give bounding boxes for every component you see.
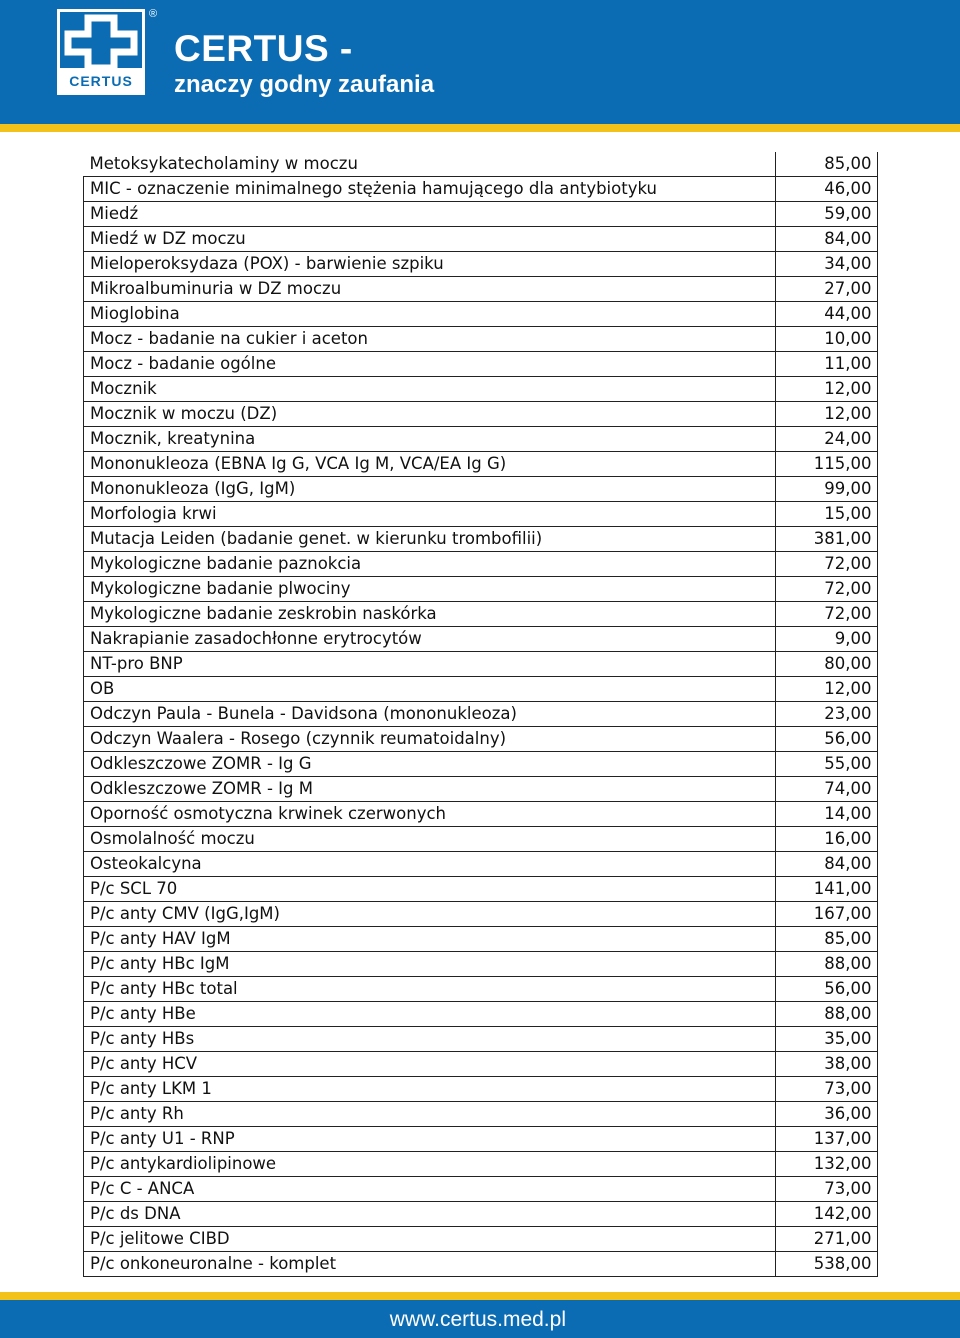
test-price-cell: 141,00 <box>775 877 877 902</box>
table-row <box>84 952 878 977</box>
test-price-cell: 115,00 <box>775 452 877 477</box>
table-row <box>84 302 878 327</box>
test-price-cell: 55,00 <box>775 752 877 777</box>
test-name-cell: P/c anty HBs <box>84 1027 776 1052</box>
test-name-cell: P/c anty HBc total <box>84 977 776 1002</box>
table-row <box>84 202 878 227</box>
test-price-cell: 538,00 <box>775 1252 877 1277</box>
table-row <box>84 377 878 402</box>
table-row <box>84 252 878 277</box>
test-name-cell: MIC - oznaczenie minimalnego stężenia hamującego dla antybiotyku <box>84 177 776 202</box>
test-name-cell: P/c ds DNA <box>84 1202 776 1227</box>
test-price-cell: 44,00 <box>775 302 877 327</box>
test-name-cell: P/c anty CMV (IgG,IgM) <box>84 902 776 927</box>
test-price-cell: 59,00 <box>775 202 877 227</box>
test-name-cell: Miedź <box>84 202 776 227</box>
test-name-cell: P/c anty HAV IgM <box>84 927 776 952</box>
test-name-cell: P/c anty HCV <box>84 1052 776 1077</box>
footer-stripe <box>0 1292 960 1300</box>
table-row <box>84 777 878 802</box>
test-name-cell: Miedź w DZ moczu <box>84 227 776 252</box>
test-name-cell: Odkleszczowe ZOMR - Ig M <box>84 777 776 802</box>
table-row <box>84 1102 878 1127</box>
test-price-cell: 9,00 <box>775 627 877 652</box>
test-price-cell: 84,00 <box>775 227 877 252</box>
test-price-cell: 35,00 <box>775 1027 877 1052</box>
test-price-cell: 10,00 <box>775 327 877 352</box>
table-row <box>84 227 878 252</box>
table-row <box>84 1202 878 1227</box>
test-price-cell: 381,00 <box>775 527 877 552</box>
logo-caption: CERTUS <box>57 68 145 94</box>
table-row <box>84 902 878 927</box>
table-row <box>84 1077 878 1102</box>
table-row <box>84 877 878 902</box>
test-price-cell: 167,00 <box>775 902 877 927</box>
test-name-cell: P/c anty HBc IgM <box>84 952 776 977</box>
table-row <box>84 1027 878 1052</box>
test-price-cell: 73,00 <box>775 1077 877 1102</box>
test-name-cell: Mocz - badanie ogólne <box>84 352 776 377</box>
test-name-cell: P/c antykardiolipinowe <box>84 1152 776 1177</box>
table-row <box>84 927 878 952</box>
test-price-cell: 72,00 <box>775 552 877 577</box>
test-name-cell: P/c jelitowe CIBD <box>84 1227 776 1252</box>
test-price-cell: 84,00 <box>775 852 877 877</box>
table-row <box>84 152 878 177</box>
test-name-cell: P/c anty HBe <box>84 1002 776 1027</box>
header-banner <box>0 0 960 124</box>
test-name-cell: Mikroalbuminuria w DZ moczu <box>84 277 776 302</box>
table-row <box>84 452 878 477</box>
table-row <box>84 652 878 677</box>
test-price-cell: 271,00 <box>775 1227 877 1252</box>
test-name-cell: Mieloperoksydaza (POX) - barwienie szpiku <box>84 252 776 277</box>
test-name-cell: P/c anty U1 - RNP <box>84 1127 776 1152</box>
table-row <box>84 427 878 452</box>
test-name-cell: Mykologiczne badanie paznokcia <box>84 552 776 577</box>
test-name-cell: Mocz - badanie na cukier i aceton <box>84 327 776 352</box>
table-row <box>84 327 878 352</box>
footer-banner <box>0 1300 960 1338</box>
test-name-cell: Mioglobina <box>84 302 776 327</box>
website-link[interactable]: www.certus.med.pl <box>389 1308 566 1331</box>
brand-title: CERTUS - <box>174 28 353 69</box>
table-row <box>84 1052 878 1077</box>
test-name-cell: Mocznik, kreatynina <box>84 427 776 452</box>
test-price-cell: 74,00 <box>775 777 877 802</box>
table-row <box>84 1152 878 1177</box>
table-row <box>84 827 878 852</box>
test-price-cell: 132,00 <box>775 1152 877 1177</box>
test-price-cell: 38,00 <box>775 1052 877 1077</box>
table-row <box>84 277 878 302</box>
table-row <box>84 1227 878 1252</box>
test-price-cell: 56,00 <box>775 977 877 1002</box>
test-name-cell: P/c anty Rh <box>84 1102 776 1127</box>
test-price-cell: 36,00 <box>775 1102 877 1127</box>
test-price-cell: 14,00 <box>775 802 877 827</box>
table-row <box>84 977 878 1002</box>
test-name-cell: Odkleszczowe ZOMR - Ig G <box>84 752 776 777</box>
table-row <box>84 577 878 602</box>
table-row <box>84 677 878 702</box>
test-name-cell: Mutacja Leiden (badanie genet. w kierunku trombofilii) <box>84 527 776 552</box>
test-name-cell: Mononukleoza (IgG, IgM) <box>84 477 776 502</box>
test-price-cell: 23,00 <box>775 702 877 727</box>
test-price-cell: 27,00 <box>775 277 877 302</box>
table-row <box>84 727 878 752</box>
table-row <box>84 752 878 777</box>
table-row <box>84 702 878 727</box>
test-price-cell: 12,00 <box>775 677 877 702</box>
test-price-cell: 137,00 <box>775 1127 877 1152</box>
test-name-cell: Mocznik <box>84 377 776 402</box>
test-name-cell: NT-pro BNP <box>84 652 776 677</box>
registered-mark: ® <box>149 8 158 20</box>
test-name-cell: OB <box>84 677 776 702</box>
test-price-cell: 73,00 <box>775 1177 877 1202</box>
test-name-cell: Mocznik w moczu (DZ) <box>84 402 776 427</box>
table-row <box>84 627 878 652</box>
test-price-cell: 56,00 <box>775 727 877 752</box>
test-price-cell: 15,00 <box>775 502 877 527</box>
test-price-cell: 72,00 <box>775 577 877 602</box>
test-name-cell: Mykologiczne badanie plwociny <box>84 577 776 602</box>
test-name-cell: P/c onkoneuronalne - komplet <box>84 1252 776 1277</box>
test-price-cell: 12,00 <box>775 377 877 402</box>
table-row <box>84 177 878 202</box>
test-name-cell: Odczyn Waalera - Rosego (czynnik reumatoidalny) <box>84 727 776 752</box>
test-name-cell: Nakrapianie zasadochłonne erytrocytów <box>84 627 776 652</box>
test-name-cell: Osteokalcyna <box>84 852 776 877</box>
test-name-cell: Morfologia krwi <box>84 502 776 527</box>
test-price-cell: 12,00 <box>775 402 877 427</box>
table-row <box>84 477 878 502</box>
test-price-cell: 85,00 <box>775 152 877 177</box>
table-row <box>84 802 878 827</box>
test-price-cell: 88,00 <box>775 1002 877 1027</box>
test-name-cell: Oporność osmotyczna krwinek czerwonych <box>84 802 776 827</box>
table-row <box>84 602 878 627</box>
test-name-cell: Odczyn Paula - Bunela - Davidsona (mononukleoza) <box>84 702 776 727</box>
test-price-cell: 142,00 <box>775 1202 877 1227</box>
price-list-body <box>84 152 878 1277</box>
price-list-table <box>83 152 878 1277</box>
test-price-cell: 99,00 <box>775 477 877 502</box>
test-name-cell: Mononukleoza (EBNA Ig G, VCA Ig M, VCA/EA Ig G) <box>84 452 776 477</box>
test-name-cell: P/c SCL 70 <box>84 877 776 902</box>
test-price-cell: 85,00 <box>775 927 877 952</box>
test-price-cell: 24,00 <box>775 427 877 452</box>
table-row <box>84 1002 878 1027</box>
table-row <box>84 527 878 552</box>
header-stripe <box>0 124 960 132</box>
test-name-cell: P/c C - ANCA <box>84 1177 776 1202</box>
test-name-cell: Mykologiczne badanie zeskrobin naskórka <box>84 602 776 627</box>
test-price-cell: 11,00 <box>775 352 877 377</box>
table-row <box>84 502 878 527</box>
medical-cross-icon <box>60 12 142 72</box>
table-row <box>84 1252 878 1277</box>
table-row <box>84 1177 878 1202</box>
test-price-cell: 88,00 <box>775 952 877 977</box>
test-name-cell: Osmolalność moczu <box>84 827 776 852</box>
brand-tagline: znaczy godny zaufania <box>174 71 435 98</box>
test-name-cell: P/c anty LKM 1 <box>84 1077 776 1102</box>
table-row <box>84 1127 878 1152</box>
test-name-cell: Metoksykatecholaminy w moczu <box>84 152 776 177</box>
test-price-cell: 72,00 <box>775 602 877 627</box>
table-row <box>84 352 878 377</box>
table-row <box>84 552 878 577</box>
test-price-cell: 80,00 <box>775 652 877 677</box>
test-price-cell: 16,00 <box>775 827 877 852</box>
table-row <box>84 852 878 877</box>
test-price-cell: 34,00 <box>775 252 877 277</box>
test-price-cell: 46,00 <box>775 177 877 202</box>
table-row <box>84 402 878 427</box>
